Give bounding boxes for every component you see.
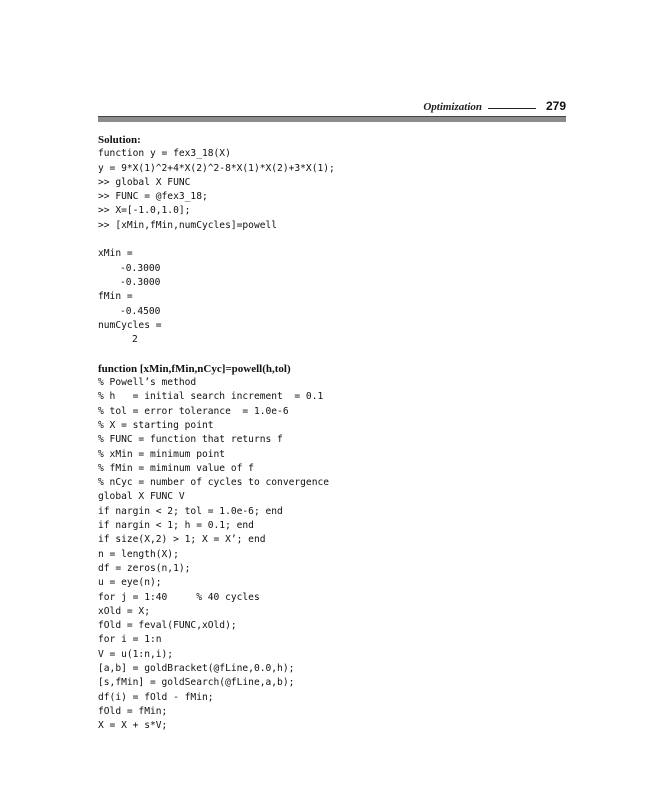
header-dash	[488, 108, 536, 109]
code-line: df = zeros(n,1);	[98, 562, 191, 574]
code-line: global X FUNC V	[98, 491, 185, 503]
code-line: V = u(1:n,i);	[98, 648, 174, 660]
running-header	[98, 99, 566, 117]
code-line: X = X + s*V;	[98, 720, 168, 732]
code-line: if nargin < 2; tol = 1.0e-6; end	[98, 505, 283, 517]
code-line: xOld = X;	[98, 605, 150, 617]
code-line: if size(X,2) > 1; X = X’; end	[98, 534, 266, 546]
code-line: % h = initial search increment = 0.1	[98, 391, 324, 403]
output-value: -0.4500	[120, 305, 161, 317]
code-line: % Powell’s method	[98, 377, 197, 389]
spacer	[98, 347, 568, 361]
output-value: -0.3000	[120, 262, 161, 274]
header-rule-bar	[98, 117, 566, 122]
code-line: >> global X FUNC	[98, 176, 191, 188]
output-value: 2	[132, 334, 138, 346]
code-line: df(i) = fOld - fMin;	[98, 691, 214, 703]
output-value: -0.3000	[120, 276, 161, 288]
code-line: y = 9*X(1)^2+4*X(2)^2-8*X(1)*X(2)+3*X(1);	[98, 162, 335, 174]
solution-heading: Solution:	[98, 134, 141, 146]
output-label-xmin: xMin =	[98, 248, 133, 260]
code-line: n = length(X);	[98, 548, 179, 560]
code-line: fOld = feval(FUNC,xOld);	[98, 620, 237, 632]
spacer	[98, 233, 568, 247]
code-line: for i = 1:n	[98, 634, 162, 646]
code-line: % nCyc = number of cycles to convergence	[98, 477, 330, 489]
output-label-fmin: fMin =	[98, 291, 133, 303]
code-line: fOld = fMin;	[98, 705, 168, 717]
page-number: 279	[545, 99, 566, 113]
code-line: [s,fMin] = goldSearch(@fLine,a,b);	[98, 677, 295, 689]
code-line: if nargin < 1; h = 0.1; end	[98, 520, 254, 532]
page-content	[98, 133, 568, 733]
code-line: function y = fex3_18(X)	[98, 148, 231, 160]
output-label-numcycles: numCycles =	[98, 319, 162, 331]
header-title: Optimization	[423, 101, 482, 113]
code-line: >> X=[-1.0,1.0];	[98, 205, 191, 217]
code-line: >> FUNC = @fex3_18;	[98, 191, 208, 203]
code-line: u = eye(n);	[98, 577, 162, 589]
code-line: for j = 1:40 % 40 cycles	[98, 591, 260, 603]
code-line: % fMin = miminum value of f	[98, 462, 254, 474]
code-line: [a,b] = goldBracket(@fLine,0.0,h);	[98, 662, 295, 674]
code-line: % FUNC = function that returns f	[98, 434, 283, 446]
code-line: % tol = error tolerance = 1.0e-6	[98, 405, 289, 417]
code-line: % xMin = minimum point	[98, 448, 226, 460]
powell-function-heading: function [xMin,fMin,nCyc]=powell(h,tol)	[98, 362, 291, 375]
code-line: % X = starting point	[98, 419, 214, 431]
code-line: >> [xMin,fMin,numCycles]=powell	[98, 219, 278, 231]
